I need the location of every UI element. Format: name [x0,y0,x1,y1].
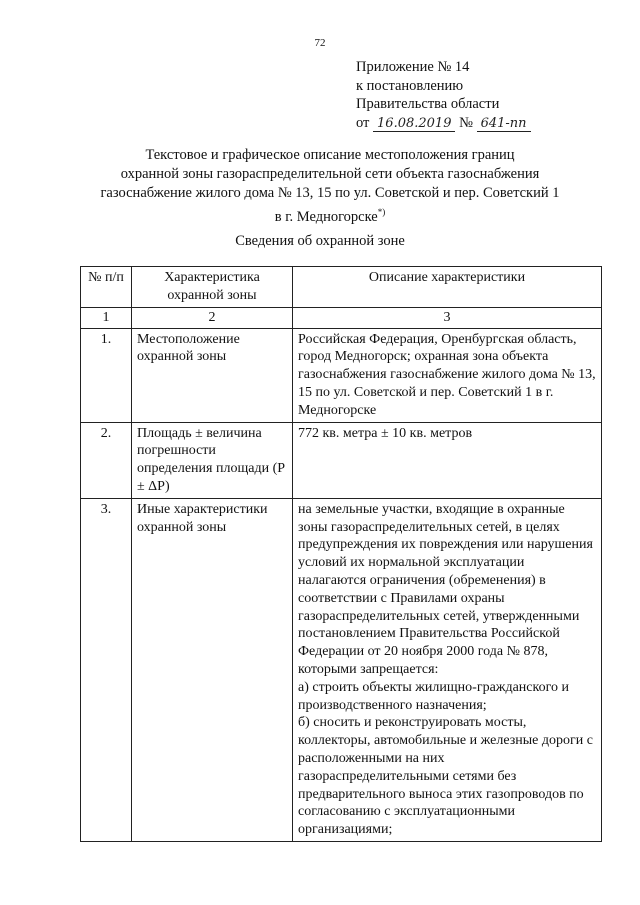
column-number-1: 1 [81,307,132,328]
appendix-line-1: Приложение № 14 [356,59,470,75]
header-characteristic: Характеристика охранной зоны [132,267,293,308]
table-row [81,422,602,498]
appendix-header [356,58,531,132]
row-number: 3. [81,498,132,841]
title-city: в г. Медногорске [274,208,378,225]
title-line-1: Текстовое и графическое описание местоположения границ [145,147,515,163]
row-description: 772 кв. метра ± 10 кв. метров [293,422,602,498]
table-row [81,328,602,422]
date-value: 16.08.2019 [373,117,455,132]
title-line-2: охранной зоны газораспределительной сети объекта газоснабжения [120,166,540,182]
appendix-line-3: Правительства области [356,96,500,112]
appendix-date-line [356,114,531,133]
row-description [293,498,602,841]
column-number-2: 2 [132,307,293,328]
header-number: № п/п [81,267,132,308]
row-number: 2. [81,422,132,498]
row-characteristic: Площадь ± величина погрешности определения площади (P ± ΔP) [132,422,293,498]
header-description: Описание характеристики [293,267,602,308]
row-characteristic: Местоположение охранной зоны [132,328,293,422]
page-number: 72 [314,37,326,49]
restriction-item-b: б) сносить и реконструировать мосты, коллекторы, автомобильные и железные дороги с расположенными на них газораспределительными сетями без предварительного выноса этих газопроводов по согласованию с эксплуатационными организациями; [298,715,593,838]
appendix-line-2: к постановлению [356,77,464,94]
footnote-mark: *) [377,207,386,217]
protection-zone-table [80,266,602,842]
restriction-item-a: а) строить объекты жилищно-гражданского и производственного назначения; [298,679,569,713]
row-characteristic: Иные характеристики охранной зоны [132,498,293,841]
document-title [60,146,600,227]
title-line-3: газоснабжение жилого дома № 13, 15 по ул. Советской и пер. Советский 1 [100,185,560,201]
date-prefix: от [356,114,370,131]
section-subtitle: Сведения об охранной зоне [235,233,405,249]
table-header-row [81,267,602,308]
title-line-4 [60,203,600,227]
row-number: 1. [81,328,132,422]
row-description: Российская Федерация, Оренбургская область, город Медногорск; охранная зона объекта газоснабжения газоснабжение жилого дома № 13, 15 по ул. Советской и пер. Советский 1 в г. Медногорске [293,328,602,422]
column-number-row [81,307,602,328]
column-number-3: 3 [293,307,602,328]
restrictions-intro: на земельные участки, входящие в охранные зоны газораспределительных сетей, в целях предупреждения их повреждения или нарушения условий их нормальной эксплуатации налагаются ограничения (обременения) в соответствии с Правилами охраны газораспределительных сетей, утвержденными постановлением Правительства Российской Федерации от 20 ноября 2000 года № 878, которыми запрещается: [298,501,593,677]
number-value: 641-пп [477,117,531,132]
number-prefix: № [459,114,473,131]
table-row [81,498,602,841]
